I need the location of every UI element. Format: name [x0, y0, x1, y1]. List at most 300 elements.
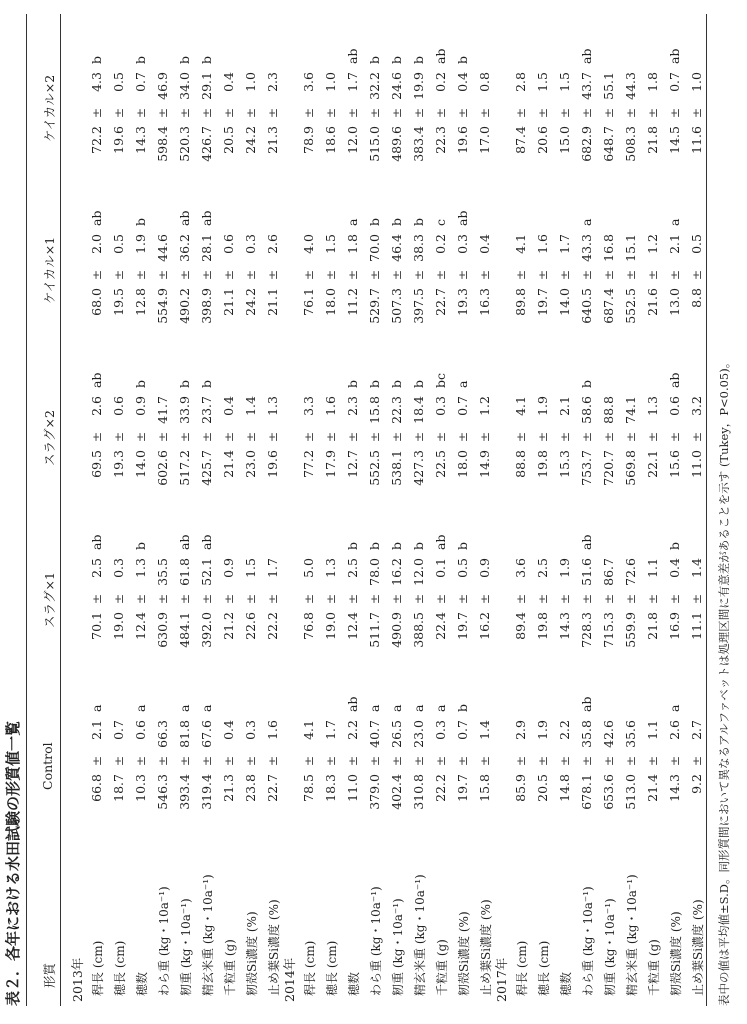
mean-value: 379.0: [367, 774, 382, 810]
mean-value: 515.0: [367, 126, 382, 162]
mean-value: 85.9: [513, 774, 528, 802]
plus-minus: ±: [513, 431, 528, 443]
sd-value: 19.9: [411, 72, 426, 100]
sd-value: 70.0: [367, 234, 382, 262]
significance-letter: b: [199, 379, 214, 388]
mean-value: 69.5: [89, 450, 104, 478]
plus-minus: ±: [667, 269, 682, 281]
plus-minus: ±: [243, 269, 258, 281]
mean-value: 19.6: [111, 126, 126, 154]
plus-minus: ±: [433, 593, 448, 605]
sd-value: 2.8: [513, 72, 528, 92]
mean-value: 20.5: [221, 126, 236, 154]
sd-value: 61.8: [177, 558, 192, 586]
mean-value: 19.3: [111, 450, 126, 478]
sd-value: 2.1: [667, 234, 682, 254]
mean-value: 554.9: [155, 288, 170, 324]
year-label: 2014年: [282, 957, 297, 1002]
trait-label: 稈長 (cm): [91, 940, 105, 996]
sd-value: 1.6: [265, 720, 280, 740]
plus-minus: ±: [477, 755, 492, 767]
mean-value: 682.9: [579, 126, 594, 162]
plus-minus: ±: [623, 431, 638, 443]
plus-minus: ±: [133, 755, 148, 767]
sd-value: 3.6: [301, 72, 316, 92]
sd-value: 1.5: [535, 72, 550, 92]
plus-minus: ±: [557, 593, 572, 605]
trait-label: 穂数: [559, 971, 573, 996]
sd-value: 0.7: [455, 720, 470, 740]
mean-value: 17.0: [477, 126, 492, 154]
mean-value: 87.4: [513, 126, 528, 154]
plus-minus: ±: [667, 755, 682, 767]
sd-value: 1.8: [645, 72, 660, 92]
trait-label: 籾重 (kg・10a⁻¹): [391, 898, 405, 996]
mean-value: 18.3: [323, 774, 338, 802]
trait-label: 籾殻Si濃度 (%): [245, 911, 259, 996]
sd-value: 1.3: [323, 558, 338, 578]
mean-value: 517.2: [177, 450, 192, 486]
plus-minus: ±: [221, 431, 236, 443]
sd-value: 2.1: [557, 396, 572, 416]
mean-value: 507.3: [389, 288, 404, 324]
mean-value: 19.7: [455, 612, 470, 640]
trait-label: 千粒重 (g): [435, 939, 449, 996]
plus-minus: ±: [455, 269, 470, 281]
header-rule: [60, 14, 61, 1006]
sd-value: 5.0: [301, 558, 316, 578]
sd-value: 46.4: [389, 234, 404, 262]
plus-minus: ±: [411, 431, 426, 443]
header-group: スラグ×1: [42, 572, 57, 628]
plus-minus: ±: [367, 269, 382, 281]
plus-minus: ±: [301, 593, 316, 605]
trait-label: わら重 (kg・10a⁻¹): [581, 886, 595, 996]
mean-value: 14.0: [133, 450, 148, 478]
mean-value: 11.0: [345, 774, 360, 802]
significance-letter: a: [345, 218, 360, 226]
mean-value: 17.9: [323, 450, 338, 478]
sd-value: 1.3: [265, 396, 280, 416]
sd-value: 15.8: [367, 396, 382, 424]
plus-minus: ±: [513, 755, 528, 767]
sd-value: 0.3: [243, 234, 258, 254]
plus-minus: ±: [367, 755, 382, 767]
plus-minus: ±: [513, 593, 528, 605]
significance-letter: a: [199, 704, 214, 712]
sd-value: 0.4: [221, 720, 236, 740]
top-rule: [26, 14, 27, 1006]
significance-letter: ab: [199, 534, 214, 550]
mean-value: 19.5: [111, 288, 126, 316]
significance-letter: b: [455, 541, 470, 550]
mean-value: 16.9: [667, 612, 682, 640]
sd-value: 1.7: [265, 558, 280, 578]
significance-letter: b: [389, 541, 404, 550]
mean-value: 22.5: [433, 450, 448, 478]
mean-value: 715.3: [601, 612, 616, 648]
mean-value: 538.1: [389, 450, 404, 486]
mean-value: 529.7: [367, 288, 382, 324]
plus-minus: ±: [323, 107, 338, 119]
significance-letter: b: [367, 541, 382, 550]
significance-letter: ab: [89, 372, 104, 388]
sd-value: 0.3: [455, 234, 470, 254]
mean-value: 427.3: [411, 450, 426, 486]
plus-minus: ±: [265, 431, 280, 443]
significance-letter: a: [411, 704, 426, 712]
plus-minus: ±: [265, 269, 280, 281]
plus-minus: ±: [111, 755, 126, 767]
mean-value: 11.6: [689, 126, 704, 154]
plus-minus: ±: [243, 431, 258, 443]
significance-letter: a: [367, 704, 382, 712]
mean-value: 687.4: [601, 288, 616, 324]
sd-value: 2.5: [89, 558, 104, 578]
significance-letter: a: [89, 704, 104, 712]
plus-minus: ±: [513, 269, 528, 281]
sd-value: 4.3: [89, 72, 104, 92]
plus-minus: ±: [301, 107, 316, 119]
mean-value: 19.7: [535, 288, 550, 316]
sd-value: 0.4: [221, 396, 236, 416]
mean-value: 11.0: [689, 450, 704, 478]
sd-value: 1.8: [345, 234, 360, 254]
sd-value: 2.6: [667, 720, 682, 740]
mean-value: 648.7: [601, 126, 616, 162]
significance-letter: ab: [89, 210, 104, 226]
mean-value: 15.0: [557, 126, 572, 154]
mean-value: 14.9: [477, 450, 492, 478]
mean-value: 19.3: [455, 288, 470, 316]
plus-minus: ±: [477, 107, 492, 119]
significance-letter: b: [133, 541, 148, 550]
plus-minus: ±: [557, 431, 572, 443]
mean-value: 18.0: [455, 450, 470, 478]
mean-value: 23.0: [243, 450, 258, 478]
sd-value: 1.2: [645, 234, 660, 254]
plus-minus: ±: [433, 755, 448, 767]
trait-label: 止め葉Si濃度 (%): [479, 899, 493, 996]
plus-minus: ±: [433, 431, 448, 443]
mean-value: 22.2: [433, 774, 448, 802]
plus-minus: ±: [623, 107, 638, 119]
sd-value: 1.5: [557, 72, 572, 92]
significance-letter: a: [455, 380, 470, 388]
mean-value: 559.9: [623, 612, 638, 648]
mean-value: 598.4: [155, 126, 170, 162]
plus-minus: ±: [601, 107, 616, 119]
trait-label: 止め葉Si濃度 (%): [267, 899, 281, 996]
plus-minus: ±: [601, 269, 616, 281]
plus-minus: ±: [89, 755, 104, 767]
sd-value: 2.9: [513, 720, 528, 740]
mean-value: 310.8: [411, 774, 426, 810]
sd-value: 35.8: [579, 720, 594, 748]
significance-letter: a: [433, 704, 448, 712]
significance-letter: a: [133, 704, 148, 712]
mean-value: 76.1: [301, 288, 316, 316]
plus-minus: ±: [689, 107, 704, 119]
sd-value: 1.6: [535, 234, 550, 254]
plus-minus: ±: [177, 269, 192, 281]
trait-label: 穂長 (cm): [537, 940, 551, 996]
sd-value: 41.7: [155, 396, 170, 424]
mean-value: 15.6: [667, 450, 682, 478]
significance-letter: ab: [579, 534, 594, 550]
significance-letter: ab: [345, 48, 360, 64]
sd-value: 2.7: [689, 720, 704, 740]
mean-value: 425.7: [199, 450, 214, 486]
mean-value: 72.2: [89, 126, 104, 154]
mean-value: 76.8: [301, 612, 316, 640]
sd-value: 3.3: [301, 396, 316, 416]
mean-value: 21.8: [645, 126, 660, 154]
mean-value: 392.0: [199, 612, 214, 648]
trait-label: 籾重 (kg・10a⁻¹): [179, 898, 193, 996]
plus-minus: ±: [221, 269, 236, 281]
significance-letter: a: [667, 218, 682, 226]
plus-minus: ±: [323, 431, 338, 443]
mean-value: 489.6: [389, 126, 404, 162]
mean-value: 552.5: [623, 288, 638, 324]
significance-letter: c: [433, 218, 448, 226]
plus-minus: ±: [389, 431, 404, 443]
significance-letter: b: [455, 55, 470, 64]
mean-value: 88.8: [513, 450, 528, 478]
plus-minus: ±: [221, 107, 236, 119]
mean-value: 19.0: [111, 612, 126, 640]
plus-minus: ±: [535, 755, 550, 767]
plus-minus: ±: [155, 593, 170, 605]
sd-value: 40.7: [367, 720, 382, 748]
significance-letter: a: [177, 704, 192, 712]
mean-value: 21.6: [645, 288, 660, 316]
significance-letter: ab: [345, 696, 360, 712]
plus-minus: ±: [243, 755, 258, 767]
plus-minus: ±: [221, 755, 236, 767]
mean-value: 77.2: [301, 450, 316, 478]
plus-minus: ±: [301, 431, 316, 443]
plus-minus: ±: [155, 755, 170, 767]
sd-value: 1.5: [323, 234, 338, 254]
header-group: Control: [40, 742, 55, 790]
mean-value: 24.2: [243, 126, 258, 154]
plus-minus: ±: [243, 107, 258, 119]
mean-value: 21.4: [221, 450, 236, 478]
sd-value: 1.9: [535, 396, 550, 416]
mean-value: 383.4: [411, 126, 426, 162]
sd-value: 4.1: [513, 396, 528, 416]
plus-minus: ±: [535, 269, 550, 281]
sd-value: 0.3: [111, 558, 126, 578]
sd-value: 0.7: [667, 72, 682, 92]
significance-letter: a: [667, 704, 682, 712]
mean-value: 11.2: [345, 288, 360, 316]
trait-label: 精玄米重 (kg・10a⁻¹): [201, 874, 215, 996]
sd-value: 42.6: [601, 720, 616, 748]
sd-value: 4.0: [301, 234, 316, 254]
sd-value: 2.2: [557, 720, 572, 740]
plus-minus: ±: [557, 269, 572, 281]
trait-label: わら重 (kg・10a⁻¹): [369, 886, 383, 996]
significance-letter: b: [389, 55, 404, 64]
plus-minus: ±: [111, 107, 126, 119]
plus-minus: ±: [645, 269, 660, 281]
sd-value: 0.5: [111, 234, 126, 254]
sd-value: 52.1: [199, 558, 214, 586]
plus-minus: ±: [221, 593, 236, 605]
sd-value: 51.6: [579, 558, 594, 586]
significance-letter: ab: [433, 48, 448, 64]
significance-letter: ab: [199, 210, 214, 226]
header-group: ケイカル×2: [42, 74, 57, 142]
plus-minus: ±: [645, 755, 660, 767]
sd-value: 0.2: [433, 234, 448, 254]
trait-label: 精玄米重 (kg・10a⁻¹): [625, 874, 639, 996]
mean-value: 21.3: [221, 774, 236, 802]
plus-minus: ±: [199, 431, 214, 443]
plus-minus: ±: [345, 107, 360, 119]
plus-minus: ±: [301, 755, 316, 767]
plus-minus: ±: [89, 107, 104, 119]
sd-value: 0.3: [433, 720, 448, 740]
significance-letter: ab: [667, 48, 682, 64]
trait-label: 穂長 (cm): [113, 940, 127, 996]
plus-minus: ±: [689, 593, 704, 605]
sd-value: 0.3: [433, 396, 448, 416]
mean-value: 24.2: [243, 288, 258, 316]
significance-letter: ab: [579, 696, 594, 712]
plus-minus: ±: [199, 755, 214, 767]
plus-minus: ±: [133, 431, 148, 443]
plus-minus: ±: [433, 107, 448, 119]
plus-minus: ±: [411, 107, 426, 119]
sd-value: 58.6: [579, 396, 594, 424]
sd-value: 3.2: [689, 396, 704, 416]
mean-value: 21.1: [265, 288, 280, 316]
sd-value: 35.6: [623, 720, 638, 748]
mean-value: 8.8: [689, 288, 704, 308]
mean-value: 19.0: [323, 612, 338, 640]
mean-value: 11.1: [689, 612, 704, 640]
plus-minus: ±: [367, 107, 382, 119]
sd-value: 0.6: [111, 396, 126, 416]
sd-value: 0.6: [221, 234, 236, 254]
significance-letter: b: [411, 55, 426, 64]
sd-value: 1.0: [243, 72, 258, 92]
plus-minus: ±: [133, 269, 148, 281]
plus-minus: ±: [455, 431, 470, 443]
plus-minus: ±: [623, 755, 638, 767]
sd-value: 0.9: [221, 558, 236, 578]
plus-minus: ±: [579, 431, 594, 443]
sd-value: 1.7: [345, 72, 360, 92]
trait-label: 穂数: [347, 971, 361, 996]
sd-value: 0.7: [133, 72, 148, 92]
plus-minus: ±: [323, 755, 338, 767]
mean-value: 513.0: [623, 774, 638, 810]
sd-value: 0.9: [477, 558, 492, 578]
plus-minus: ±: [579, 269, 594, 281]
mean-value: 19.6: [265, 450, 280, 478]
sd-value: 1.4: [477, 720, 492, 740]
sd-value: 2.1: [89, 720, 104, 740]
mean-value: 552.5: [367, 450, 382, 486]
sd-value: 0.7: [111, 720, 126, 740]
sd-value: 1.4: [689, 558, 704, 578]
sd-value: 0.9: [133, 396, 148, 416]
mean-value: 21.2: [221, 612, 236, 640]
mean-value: 89.4: [513, 612, 528, 640]
mean-value: 678.1: [579, 774, 594, 810]
mean-value: 511.7: [367, 612, 382, 648]
plus-minus: ±: [301, 269, 316, 281]
plus-minus: ±: [645, 593, 660, 605]
mean-value: 319.4: [199, 774, 214, 810]
mean-value: 70.1: [89, 612, 104, 640]
plus-minus: ±: [265, 593, 280, 605]
plus-minus: ±: [389, 593, 404, 605]
sd-value: 2.5: [535, 558, 550, 578]
sd-value: 0.4: [455, 72, 470, 92]
plus-minus: ±: [111, 269, 126, 281]
sd-value: 1.4: [243, 396, 258, 416]
sd-value: 26.5: [389, 720, 404, 748]
plus-minus: ±: [199, 107, 214, 119]
mean-value: 9.2: [689, 774, 704, 794]
year-label: 2013年: [70, 957, 85, 1002]
trait-label: 千粒重 (g): [223, 939, 237, 996]
sd-value: 72.6: [623, 558, 638, 586]
mean-value: 19.8: [535, 612, 550, 640]
plus-minus: ±: [477, 593, 492, 605]
sd-value: 0.2: [433, 72, 448, 92]
mean-value: 393.4: [177, 774, 192, 810]
mean-value: 19.8: [535, 450, 550, 478]
table-title: 表２．各年における水田試験の形質値一覧: [4, 720, 22, 1006]
plus-minus: ±: [601, 431, 616, 443]
mean-value: 66.8: [89, 774, 104, 802]
sd-value: 88.8: [601, 396, 616, 424]
sd-value: 0.3: [243, 720, 258, 740]
mean-value: 490.2: [177, 288, 192, 324]
sd-value: 86.7: [601, 558, 616, 586]
plus-minus: ±: [265, 755, 280, 767]
significance-letter: ab: [177, 534, 192, 550]
sd-value: 2.6: [265, 234, 280, 254]
trait-label: 精玄米重 (kg・10a⁻¹): [413, 874, 427, 996]
plus-minus: ±: [579, 107, 594, 119]
mean-value: 720.7: [601, 450, 616, 486]
significance-letter: b: [199, 55, 214, 64]
trait-label: 穂数: [135, 971, 149, 996]
mean-value: 397.5: [411, 288, 426, 324]
bottom-rule: [706, 14, 707, 1006]
mean-value: 15.3: [557, 450, 572, 478]
sd-value: 1.9: [535, 720, 550, 740]
mean-value: 22.7: [265, 774, 280, 802]
significance-letter: b: [345, 541, 360, 550]
significance-letter: bc: [433, 372, 448, 388]
sd-value: 0.1: [433, 558, 448, 578]
significance-letter: a: [579, 218, 594, 226]
sd-value: 44.6: [155, 234, 170, 262]
mean-value: 21.3: [265, 126, 280, 154]
significance-letter: a: [389, 704, 404, 712]
plus-minus: ±: [199, 269, 214, 281]
sd-value: 78.0: [367, 558, 382, 586]
